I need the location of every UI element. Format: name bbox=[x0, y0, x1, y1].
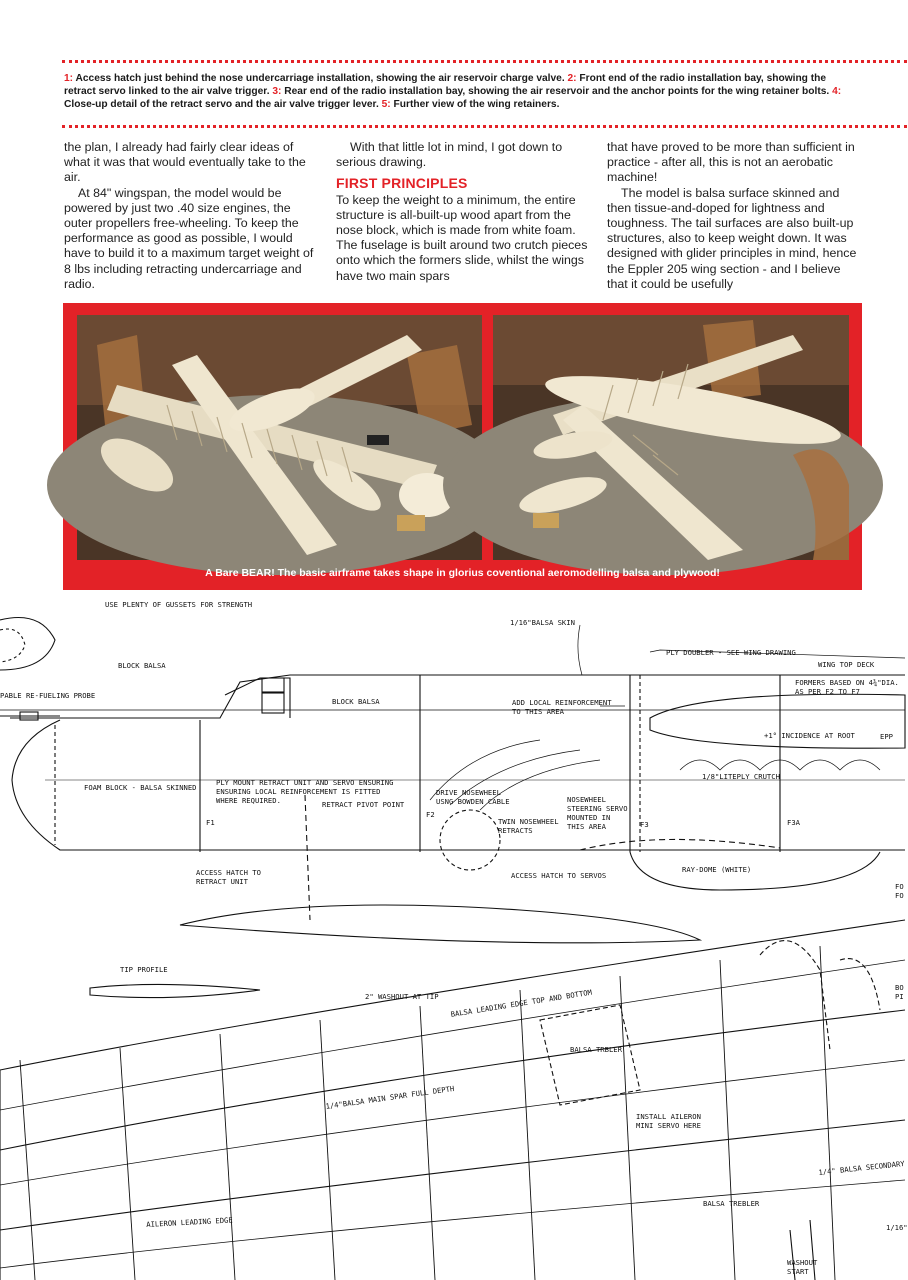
label-liteply-crutch: 1/8"LITEPLY CRUTCH bbox=[702, 772, 780, 781]
label-main-spar: 1/4"BALSA MAIN SPAR FULL DEPTH bbox=[325, 1083, 455, 1111]
col3-paragraph-1: that have proved to be more than sufficient in practice - after all, this is not an aerobatic machine! bbox=[607, 140, 855, 185]
article-column-3 bbox=[607, 140, 862, 292]
caption-text-1: Access hatch just behind the nose undercarriage installation, showing the air reservoir charge valve. bbox=[75, 73, 565, 84]
label-access-hatch-retract: ACCESS HATCH TO RETRACT UNIT bbox=[196, 868, 261, 886]
col2-paragraph-2: To keep the weight to a minimum, the entire structure is all-built-up wood apart from the nose block, which is made from white foam. The fuselage is built around two crutch pieces onto which the formers slide, whilst the wings have two main spars bbox=[336, 192, 588, 283]
label-access-hatch-servos: ACCESS HATCH TO SERVOS bbox=[511, 871, 607, 880]
label-bo: BO PI bbox=[895, 983, 904, 1001]
col1-paragraph-2: At 84" wingspan, the model would be powered by just two .40 size engines, the outer propellers free-wheeling. To keep the performance as good as possible, I would have to build it to a maximum target weight of 8 lbs including retracting undercarriage and radio. bbox=[64, 185, 314, 291]
label-foam-block: FOAM BLOCK - BALSA SKINNED bbox=[84, 783, 197, 792]
caption-text-3: Rear end of the radio installation bay, showing the air reservoir and the anchor points for the wing retainer bolts. bbox=[284, 86, 830, 97]
label-ray-dome: RAY-DOME (WHITE) bbox=[682, 865, 752, 874]
label-secondary-spar: 1/4" BALSA SECONDARY bbox=[818, 1158, 906, 1177]
label-drive-nosewheel: DRIVE NOSEWHEEL USNG BOWDEN CABLE bbox=[436, 788, 510, 806]
label-ply-mount: PLY MOUNT RETRACT UNIT AND SERVO ENSURING ENSURING LOCAL REINFORCEMENT IS FITTED WHERE REQUIRED. bbox=[216, 778, 394, 805]
label-ply-doubler: PLY DOUBLER - SEE WING DRAWING bbox=[666, 648, 796, 657]
label-retract-pivot: RETRACT PIVOT POINT bbox=[322, 800, 405, 809]
caption-bottom-rule bbox=[62, 125, 907, 128]
plan-drawing bbox=[0, 590, 908, 1280]
label-washout-start: WASHOUT START bbox=[787, 1258, 818, 1276]
col2-paragraph-1: With that little lot in mind, I got down to serious drawing. bbox=[336, 140, 563, 170]
label-formers-based: FORMERS BASED ON 4¾"DIA. AS PER F2 TO F7 bbox=[795, 678, 899, 696]
label-balsa-trebler: BALSA TREBLER bbox=[703, 1199, 760, 1208]
label-balsa-skin: 1/16"BALSA SKIN bbox=[510, 618, 575, 627]
caption-num-3: 3: bbox=[272, 86, 282, 97]
caption-num-5: 5: bbox=[381, 99, 391, 110]
caption-num-2: 2: bbox=[567, 73, 577, 84]
label-incidence: +1° INCIDENCE AT ROOT bbox=[764, 731, 855, 740]
label-nosewheel-steering: NOSEWHEEL STEERING SERVO MOUNTED IN THIS AREA bbox=[567, 795, 628, 831]
label-block-balsa-2: BLOCK BALSA bbox=[332, 697, 380, 706]
airframe-photo-right bbox=[493, 315, 849, 560]
label-f3: F3 bbox=[640, 820, 649, 829]
label-gussets: USE PLENTY OF GUSSETS FOR STRENGTH bbox=[105, 600, 253, 609]
label-leading-edge: BALSA LEADING EDGE TOP AND BOTTOM bbox=[450, 987, 593, 1019]
label-epp: EPP bbox=[880, 732, 893, 741]
caption-text-2: Front end of the radio installation bay, showing the retract servo linked to the air valve trigger. bbox=[64, 73, 827, 97]
label-wing-top-deck: WING TOP DECK bbox=[818, 660, 875, 669]
label-f2: F2 bbox=[426, 810, 435, 819]
caption-text-5: Further view of the wing retainers. bbox=[393, 99, 560, 110]
label-install-aileron: INSTALL AILERON MINI SERVO HERE bbox=[636, 1112, 701, 1130]
label-f1: F1 bbox=[206, 818, 215, 827]
label-tip-profile: TIP PROFILE bbox=[120, 965, 168, 974]
label-refueling-probe: PABLE RE-FUELING PROBE bbox=[0, 691, 96, 700]
label-block-balsa-1: BLOCK BALSA bbox=[118, 661, 166, 670]
label-aileron-leading-edge: AILERON LEADING EDGE bbox=[146, 1215, 233, 1229]
figure-caption bbox=[64, 72, 844, 111]
caption-num-1: 1: bbox=[64, 73, 74, 84]
top-dotted-rule bbox=[62, 60, 907, 63]
article-column-2 bbox=[336, 140, 591, 284]
label-f3a: F3A bbox=[787, 818, 800, 827]
label-fo: FO FO bbox=[895, 882, 904, 900]
label-washout-tip: 2" WASHOUT AT TIP bbox=[365, 992, 439, 1001]
col1-paragraph-1: the plan, I already had fairly clear ideas of what it was that would eventually take to the air. bbox=[64, 140, 306, 185]
photo-panel bbox=[63, 303, 862, 590]
label-sixteenth: 1/16" bbox=[886, 1223, 908, 1232]
article-column-1 bbox=[64, 140, 319, 292]
photo-caption: A Bare BEAR! The basic airframe takes shape in glorius coventional aeromodelling balsa and plywood! bbox=[205, 567, 720, 579]
section-heading: FIRST PRINCIPLES bbox=[336, 175, 468, 192]
label-twin-nosewheel: TWIN NOSEWHEEL RETRACTS bbox=[498, 817, 559, 835]
caption-text-4: Close-up detail of the retract servo and the air valve trigger lever. bbox=[64, 99, 379, 110]
label-balsa-trbler: BALSA TRBLER bbox=[570, 1045, 622, 1054]
plan-linework bbox=[0, 590, 905, 1280]
col3-paragraph-2: The model is balsa surface skinned and then tissue-and-doped for lightness and toughness. The tail surfaces are also built-up structures, also to keep weight down. It was designed with glider principles in mind, hence the Eppler 205 wing section - and I believe that it could be usefully bbox=[607, 185, 857, 291]
label-add-local-reinforcement: ADD LOCAL REINFORCEMENT TO THIS AREA bbox=[512, 698, 612, 716]
airframe-photo-left bbox=[77, 315, 482, 560]
caption-num-4: 4: bbox=[832, 86, 842, 97]
